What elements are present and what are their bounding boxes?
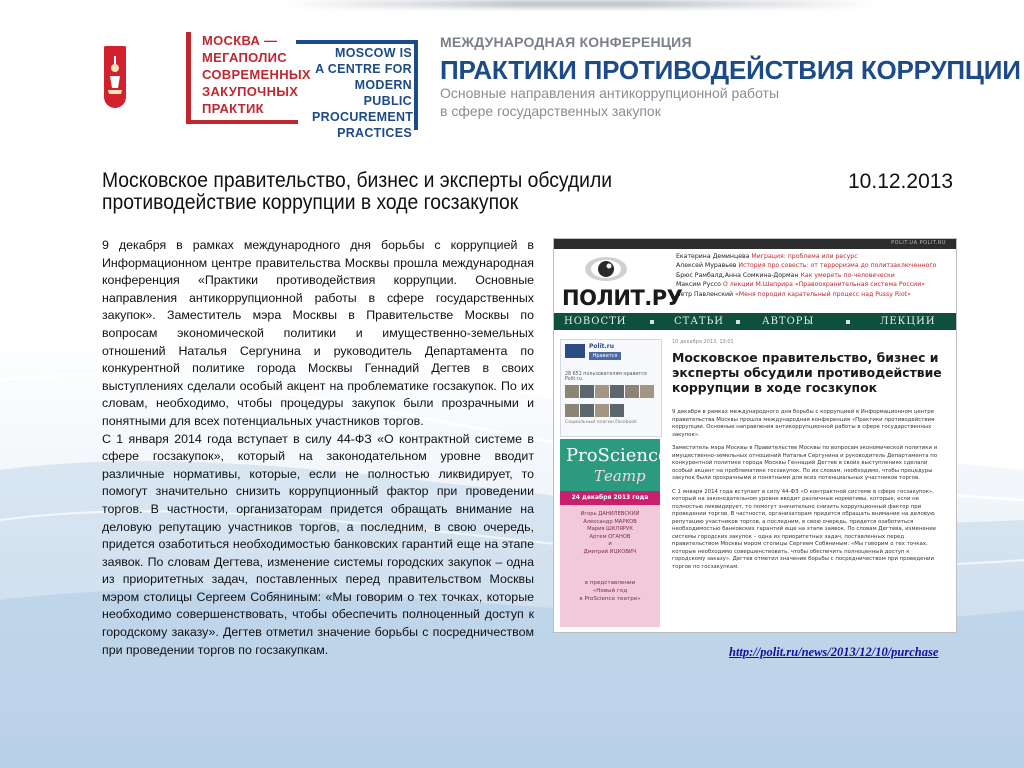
- logo-text-ru: [202, 32, 312, 117]
- logo-ru-line: МОСКВА —: [202, 33, 278, 48]
- conference-subtitle-line: в сфере государственных закупок: [440, 103, 661, 119]
- promo-footer-line: в представлении: [584, 580, 636, 586]
- widget-count: 28 651 пользователям нравится Polit.ru.: [565, 372, 647, 382]
- face-thumbnail: [565, 385, 579, 398]
- headline-person: Петр Павленский: [676, 290, 734, 298]
- nav-item-news: НОВОСТИ: [564, 316, 627, 327]
- logo-en-line: MODERN PUBLIC: [354, 78, 412, 108]
- conference-subtitle-line: Основные направления антикоррупционной работы: [440, 85, 780, 101]
- face-thumbnail: [580, 385, 594, 398]
- conference-header: [0, 0, 1024, 140]
- article-body: [672, 409, 942, 577]
- logo-ru-line: МЕГАПОЛИС: [202, 50, 287, 65]
- promo-details: [560, 491, 660, 627]
- face-thumbnail: [610, 404, 624, 417]
- nav-separator: [846, 320, 850, 324]
- screenshot-brand: ПОЛИТ.РУ: [562, 286, 683, 310]
- article-paragraph: Заместитель мэра Москвы в Правительстве Москвы по вопросам экономической политики и имущественно-земельных отношений Наталья Сергунина и руководитель Департамента по конкурентной политике города Москвы Геннадий Дегтев в своих выступлениях сделали особый акцент на проблематике госзакупок. По их словам, необходимо, чтобы процедуры закупок были прозрачными и понятными для всех потенциальных участников торгов.: [672, 445, 938, 481]
- promo-name: Дмитрий ИЦКОВИЧ: [583, 548, 637, 555]
- news-title-line: Московское правительство, бизнес и эксперты обсудили: [102, 169, 613, 192]
- nav-separator: [736, 320, 740, 324]
- promo-subbrand: Театр: [594, 467, 646, 485]
- headline-item: [676, 271, 948, 280]
- logo-blue-overline: [296, 40, 418, 44]
- nav-item-lectures: ЛЕКЦИИ: [880, 316, 936, 327]
- face-thumbnail: [610, 385, 624, 398]
- widget-avatar: [565, 344, 585, 358]
- headline-item: [676, 261, 948, 270]
- conference-title: ПРАКТИКИ ПРОТИВОДЕЙСТВИЯ КОРРУПЦИИ: [440, 55, 1021, 85]
- promo-name: Игорь ДАНИЛЕВСКИЙ: [580, 511, 640, 517]
- news-title: [102, 170, 654, 214]
- news-body: [102, 237, 534, 659]
- headline-title: Как умереть по-человечески: [800, 271, 895, 279]
- logo-ru-line: СОВРЕМЕННЫХ: [202, 67, 311, 82]
- headline-title: История про совесть: от терроризма до политзаключенного: [738, 262, 937, 270]
- article-title: Московское правительство, бизнес и эксперты обсудили противодействие коррупции в ходе госзкупок: [672, 350, 942, 395]
- headline-item: [676, 280, 948, 289]
- headline-title: О лекции М.Шаприра «Правоохранительная система России»: [722, 281, 926, 289]
- promo-brand: ProScience: [566, 445, 669, 466]
- face-thumbnail: [640, 385, 654, 398]
- proscience-promo: [560, 439, 669, 627]
- headline-item: [676, 252, 948, 261]
- news-paragraph: С 1 января 2014 года вступает в силу 44-ФЗ «О контрактной системе в сфере госзакупок», который на законодательном уровне вводит различные нормативы, которые, если не полностью ликвидирует, то помогут значительно снизить коррупционный фактор при проведении торгов. В частности, организаторам придется обращать внимание на деловую репутацию участников торгов, а последним, в свою очередь, придется озаботиться необходимостью банковских гарантий еще на этапе заявок. По словам Дегтева, изменение системы городских закупок – одна из приоритетных задач, поставленных перед правительством Москвы мэром столицы Сергеем Собяниным: «Мы говорим о тех точках, которые необходимо совершенствовать, чтобы обеспечить полноценный доступ к городскому заказу». Дегтев отметил значение борьбы с посредничеством при проведении торгов по госзакупкам.: [102, 431, 534, 657]
- nav-item-articles: СТАТЬИ: [674, 316, 725, 327]
- article-meta: 10 декабря 2013, 13:01: [672, 339, 734, 345]
- face-thumbnail: [595, 404, 609, 417]
- promo-footer: [560, 579, 660, 603]
- headline-person: Алексей Муравьев: [676, 262, 737, 270]
- logo-red-underline: [186, 120, 298, 124]
- promo-footer-line: в ProScience театре»: [579, 596, 641, 602]
- headline-item: [676, 290, 948, 299]
- screenshot-headlines: [676, 252, 948, 299]
- logo-en-line: MOSCOW IS: [334, 46, 412, 60]
- article-paragraph: 9 декабря в рамках международного дня борьбы с коррупцией в Информационном центре правительства Москвы прошла международная конференция «Практики противодействия коррупции. Основные направления антикоррупционной работы в сфере государственных закупок».: [672, 409, 935, 438]
- logo-text-en: [312, 45, 412, 141]
- article-paragraph: С 1 января 2014 года вступает в силу 44-ФЗ «О контрактной системе в сфере госзакупок», который на законодательном уровне вводит различные нормативы, которые, если не полностью ликвидирует, то помогут значительно снизить коррупционный фактор при проведении торгов. В частности, организаторам придется обращать внимание на деловую репутацию участников торгов, а последним, в свою очередь, придется озаботиться необходимостью банковских гарантий еще на этапе заявок. По словам Дегтева, изменение системы городских закупок – одна из приоритетных задач, поставленных перед правительством Москвы мэром столицы Сергеем Собяниным: «Мы говорим о тех точках, которые необходимо совершенствовать, чтобы обеспечить полноценный доступ к городскому заказу». Дегтев отметил значение борьбы с посредничеством при проведении торгов по госзакупкам.: [672, 488, 937, 570]
- logo-en-line: PROCUREMENT: [312, 110, 414, 124]
- widget-name: Polit.ru: [589, 343, 615, 350]
- screenshot-topbar: [554, 239, 956, 249]
- logo-blue-bracket: [414, 40, 418, 130]
- promo-names: [560, 511, 660, 556]
- eye-icon: [584, 255, 628, 283]
- promo-footer-line: «Новый год: [592, 588, 628, 594]
- moscow-coat-of-arms-icon: [104, 46, 126, 108]
- promo-name: Александр МАРКОВ: [583, 518, 637, 525]
- face-thumbnail: [625, 385, 639, 398]
- widget-like-button: Нравится: [589, 352, 621, 360]
- headline-person: Брюс Рамбалд,Анна Сомкина-Дорман: [676, 271, 799, 279]
- logo-en-line: PRACTICES: [337, 126, 412, 140]
- face-thumbnail: [580, 404, 594, 417]
- headline-title: Миграция: проблема или ресурс: [751, 253, 858, 260]
- promo-date: 24 декабря 2013 года: [560, 491, 660, 505]
- conference-label: МЕЖДУНАРОДНАЯ КОНФЕРЕНЦИЯ: [440, 34, 692, 50]
- logo-en-line: A CENTRE FOR: [315, 62, 412, 76]
- promo-name: Артем ОГАНОВ: [589, 533, 631, 540]
- logo-red-bracket: [186, 32, 191, 124]
- widget-faces: [565, 384, 659, 422]
- news-date: 10.12.2013: [848, 170, 954, 193]
- source-link[interactable]: http://polit.ru/news/2013/12/10/purchase: [729, 645, 939, 659]
- screenshot-topbar-text: POLIT.UA POLIT.RU: [891, 240, 946, 246]
- conference-subtitle: [440, 84, 840, 120]
- screenshot-nav: [554, 313, 956, 330]
- nav-separator: [650, 320, 654, 324]
- promo-name: Мария ШКЛЯРУК: [587, 526, 633, 532]
- logo-ru-line: ЗАКУПОЧНЫХ: [202, 84, 299, 99]
- polit-ru-page-screenshot: [553, 238, 957, 633]
- promo-name: и: [608, 541, 612, 547]
- news-paragraph: 9 декабря в рамках международного дня борьбы с коррупцией в Информационном центре правительства Москвы прошла международная конференция «Практики противодействия коррупции. Основные направления антикоррупционной работы в сфере государственных закупок». Заместитель мэра Москвы в Правительстве Москвы по вопросам экономической политики и имущественно-земельных отношений Наталья Сергунина и руководитель Департамента по конкурентной политике города Москвы Геннадий Дегтев в своих выступлениях сделали особый акцент на проблематике госзакупок. По их словам, необходимо, чтобы процедуры закупок были прозрачными и понятными для всех потенциальных участников торгов.: [102, 238, 534, 428]
- news-title-line: противодействие коррупции в ходе госзакупок: [102, 191, 519, 214]
- nav-item-authors: АВТОРЫ: [762, 316, 815, 327]
- logo-ru-line: ПРАКТИК: [202, 101, 264, 116]
- face-thumbnail: [565, 404, 579, 417]
- headline-title: «Меня породил карательный процесс над Pussy Riot»: [735, 290, 911, 298]
- face-thumbnail: [595, 385, 609, 398]
- headline-person: Максим Руссо: [676, 281, 721, 289]
- social-widget: [560, 339, 662, 437]
- widget-footer: Социальный плагин Facebook: [565, 420, 637, 425]
- headline-person: Екатерина Деминцева: [676, 253, 750, 260]
